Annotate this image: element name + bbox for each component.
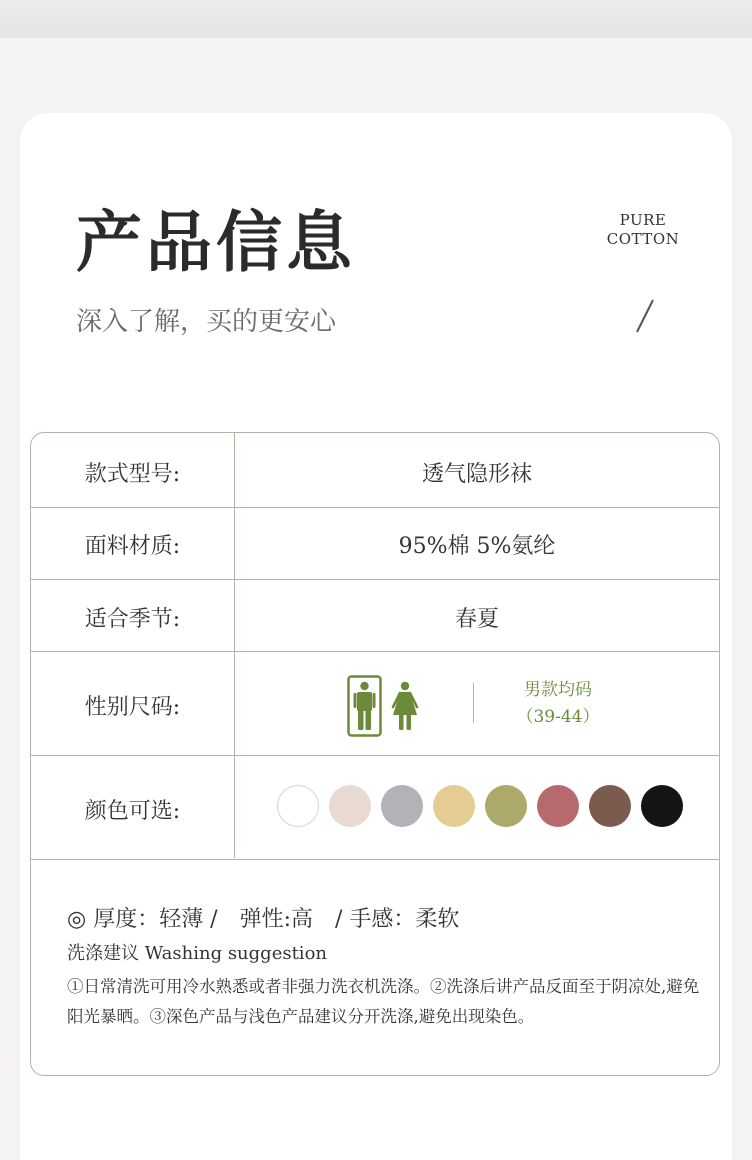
washing-title: 洗涤建议 Washing suggestion	[67, 943, 327, 964]
gender-icons	[347, 675, 423, 737]
row-divider	[31, 651, 719, 652]
size-separator	[473, 683, 474, 723]
color-swatch-yellow[interactable]	[433, 785, 475, 827]
care-section	[67, 903, 707, 1032]
row-divider	[31, 579, 719, 580]
color-swatch-red[interactable]	[537, 785, 579, 827]
top-band	[0, 0, 752, 38]
spec-label-size: 性别尺码:	[84, 695, 181, 720]
page-title: 产品信息	[76, 203, 356, 281]
male-icon	[349, 677, 381, 736]
washing-text: ①日常清洗可用冷水熟悉或者非强力洗衣机洗涤。②洗涤后讲产品反面至于阴凉处,避免阳光暴晒。③深色产品与浅色产品建议分开洗涤,避免出现染色。	[67, 977, 700, 1026]
spec-value-model: 透气隐形袜	[421, 462, 532, 487]
row-divider	[31, 507, 719, 508]
size-range: （39-44）	[516, 707, 600, 727]
column-divider	[234, 433, 235, 858]
spec-label-colors: 颜色可选:	[84, 799, 181, 824]
spec-label-season: 适合季节:	[84, 607, 181, 632]
size-info	[493, 677, 623, 731]
row-divider	[31, 755, 719, 756]
color-swatch-black[interactable]	[641, 785, 683, 827]
color-swatch-pink[interactable]	[329, 785, 371, 827]
color-swatch-olive[interactable]	[485, 785, 527, 827]
female-icon	[393, 682, 417, 730]
slash-icon	[632, 298, 658, 334]
color-swatch-gray[interactable]	[381, 785, 423, 827]
spec-table	[30, 432, 720, 1076]
spec-value-material: 95%棉 5%氨纶	[398, 534, 556, 559]
tag-line-1: PURE	[619, 211, 667, 229]
tag-line-2: COTTON	[606, 230, 680, 248]
row-divider	[31, 859, 719, 860]
color-swatch-white[interactable]	[277, 785, 319, 827]
color-swatch-brown[interactable]	[589, 785, 631, 827]
page-subtitle: 深入了解，买的更安心	[76, 307, 337, 337]
size-label: 男款均码	[524, 680, 592, 700]
feel-attributes: ◎ 厚度：轻薄 / 弹性:高 / 手感：柔软	[67, 907, 460, 932]
pure-cotton-tag	[600, 211, 686, 249]
spec-label-model: 款式型号:	[84, 462, 181, 487]
spec-value-season: 春夏	[454, 607, 499, 632]
spec-label-material: 面料材质:	[84, 534, 181, 559]
